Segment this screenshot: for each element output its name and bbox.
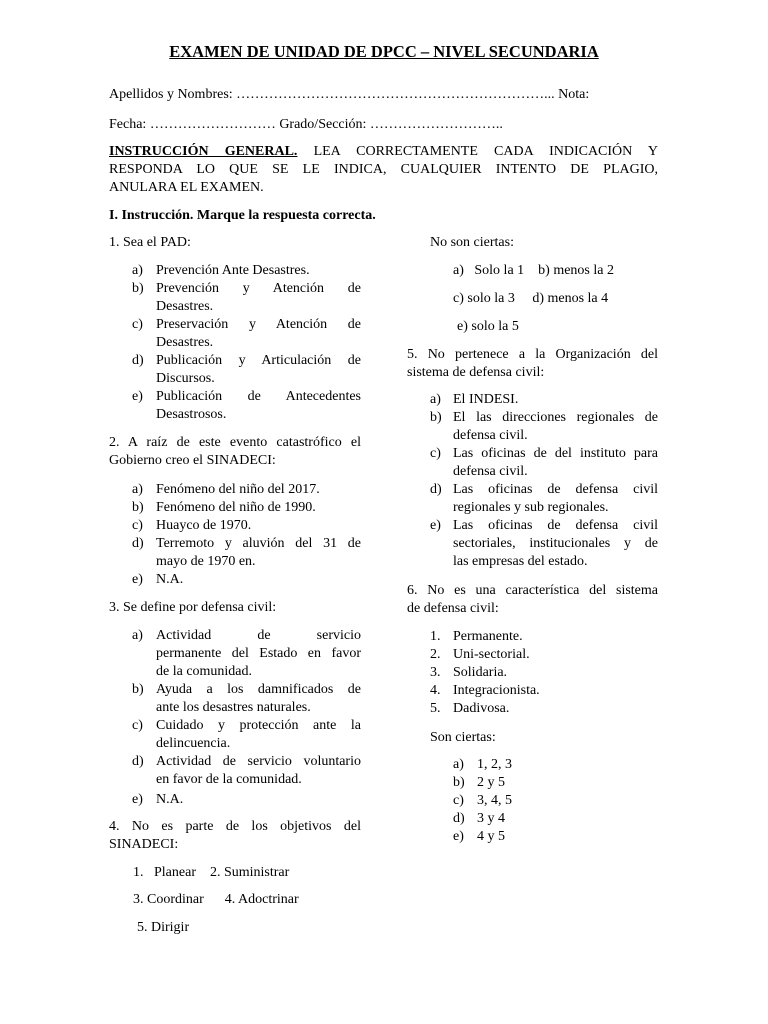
option-text: El INDESI. [453,392,519,407]
item-text: Permanente. [453,629,523,644]
option-marker: b) [132,500,144,515]
option-text-cont: de la comunidad. [156,664,253,679]
option-text: N.A. [156,792,184,807]
option-text: Actividad de servicio [156,628,361,643]
exam-title: EXAMEN DE UNIDAD DE DPCC – NIVEL SECUNDARIA [169,42,599,61]
option-text: Terremoto y aluvión del 31 de [156,536,361,551]
option-text-cont: ante los desastres naturales. [156,700,311,715]
option-text-cont: regionales y sub regionales. [453,500,609,515]
instruction-label: INSTRUCCIÓN GENERAL. [109,144,298,159]
q4-objectives-row-3: 5. Dirigir [137,920,190,935]
item-text: Uni-sectorial. [453,647,530,662]
q4-no-ciertas-label: No son ciertas: [430,235,514,250]
instruction-line-2: RESPONDA LO QUE SE LE INDICA, CUALQUIER INTENTO DE PLAGIO, [109,162,658,177]
question-4-stem [109,818,361,854]
item-marker: 1. [430,629,441,644]
question-2-stem-line-1: 2. A raíz de este evento catastrófico el [109,435,361,450]
option-text-cont: Desastres. [156,299,214,314]
option-text-cont: las empresas del estado. [453,554,588,569]
question-4-stem-line-2: SINADECI: [109,837,179,852]
option-marker: e) [430,518,441,533]
q6-son-ciertas-label: Son ciertas: [430,730,496,745]
option-marker: d) [132,536,144,551]
option-text: Prevención y Atención de [156,281,361,296]
option-text-cont: delincuencia. [156,736,231,751]
option-marker: a) [132,263,143,278]
option-marker: a) [132,482,143,497]
option-text: 1, 2, 3 [477,757,512,772]
option-text: 3, 4, 5 [477,793,512,808]
option-marker: e) [132,792,143,807]
instruction-line-3: ANULARA EL EXAMEN. [109,180,264,195]
option-marker: d) [430,482,442,497]
q4-options-row-2: c) solo la 3 d) menos la 4 [453,291,609,306]
item-marker: 5. [430,701,441,716]
q4-objectives-row-1: 1. Planear 2. Suministrar [133,865,290,880]
option-text-cont: permanente del Estado en favor [156,646,361,661]
option-text-cont: defensa civil. [453,464,528,479]
section-heading: I. Instrucción. Marque la respuesta correcta. [109,208,376,223]
option-text: Fenómeno del niño de 1990. [156,500,316,515]
option-text: Fenómeno del niño del 2017. [156,482,320,497]
option-marker: c) [430,446,441,461]
option-marker: b) [430,410,442,425]
option-text: Las oficinas de defensa civil [453,482,658,497]
option-marker: c) [132,518,143,533]
question-2-stem [109,434,361,470]
option-marker: c) [132,317,143,332]
instruction-line-1 [109,143,658,161]
question-5-stem [407,346,658,382]
option-marker: d) [453,811,465,826]
option-text-cont: Desastres. [156,335,214,350]
option-text: El las direcciones regionales de [453,410,658,425]
item-marker: 4. [430,683,441,698]
question-6-stem-line-1: 6. No es una característica del sistema [407,583,658,598]
option-text: Publicación de Antecedentes [156,389,361,404]
option-marker: e) [453,829,464,844]
name-field-line: Apellidos y Nombres: …………………………………………………………... Nota: [109,87,590,102]
option-marker: d) [132,353,144,368]
option-text: Las oficinas de del instituto para [453,446,658,461]
option-marker: a) [132,628,143,643]
option-text-cont: mayo de 1970 en. [156,554,256,569]
question-6-stem-line-2: de defensa civil: [407,601,499,616]
option-text-cont: Desastrosos. [156,407,227,422]
instruction-text-1: LEA CORRECTAMENTE CADA INDICACIÓN Y [313,144,658,159]
option-text: Cuidado y protección ante la [156,718,361,733]
question-5-stem-line-1: 5. No pertenece a la Organización del [407,347,658,362]
option-text: 4 y 5 [477,829,505,844]
question-2-stem-line-2: Gobierno creo el SINADECI: [109,453,276,468]
date-grade-field-line: Fecha: ……………………… Grado/Sección: ……………………….. [109,117,503,132]
option-text: Publicación y Articulación de [156,353,361,368]
option-text: Prevención Ante Desastres. [156,263,310,278]
option-text: Preservación y Atención de [156,317,361,332]
option-text-cont: sectoriales, institucionales y de [453,536,658,551]
option-text: Las oficinas de defensa civil [453,518,658,533]
option-text: N.A. [156,572,184,587]
item-marker: 2. [430,647,441,662]
option-text: 3 y 4 [477,811,505,826]
question-5-stem-line-2: sistema de defensa civil: [407,365,545,380]
item-marker: 3. [430,665,441,680]
general-instruction [109,143,658,197]
option-marker: a) [453,757,464,772]
item-text: Dadivosa. [453,701,510,716]
option-text: 2 y 5 [477,775,505,790]
option-text-cont: defensa civil. [453,428,528,443]
option-marker: b) [132,682,144,697]
option-marker: b) [453,775,465,790]
option-text: Huayco de 1970. [156,518,252,533]
question-3-stem: 3. Se define por defensa civil: [109,600,277,615]
option-text: Ayuda a los damnificados de [156,682,361,697]
item-text: Solidaria. [453,665,508,680]
q4-options-row-1: a) Solo la 1 b) menos la 2 [453,263,614,278]
question-4-stem-line-1: 4. No es parte de los objetivos del [109,819,361,834]
option-text-cont: Discursos. [156,371,215,386]
question-6-stem [407,582,658,618]
option-marker: e) [132,389,143,404]
option-marker: d) [132,754,144,769]
option-marker: c) [453,793,464,808]
question-1-stem: 1. Sea el PAD: [109,235,191,250]
option-text-cont: en favor de la comunidad. [156,772,302,787]
option-marker: e) [132,572,143,587]
option-marker: b) [132,281,144,296]
option-marker: a) [430,392,441,407]
option-marker: c) [132,718,143,733]
option-text: Actividad de servicio voluntario [156,754,361,769]
item-text: Integracionista. [453,683,540,698]
q4-options-row-3: e) solo la 5 [457,319,519,334]
q4-objectives-row-2: 3. Coordinar 4. Adoctrinar [133,892,299,907]
